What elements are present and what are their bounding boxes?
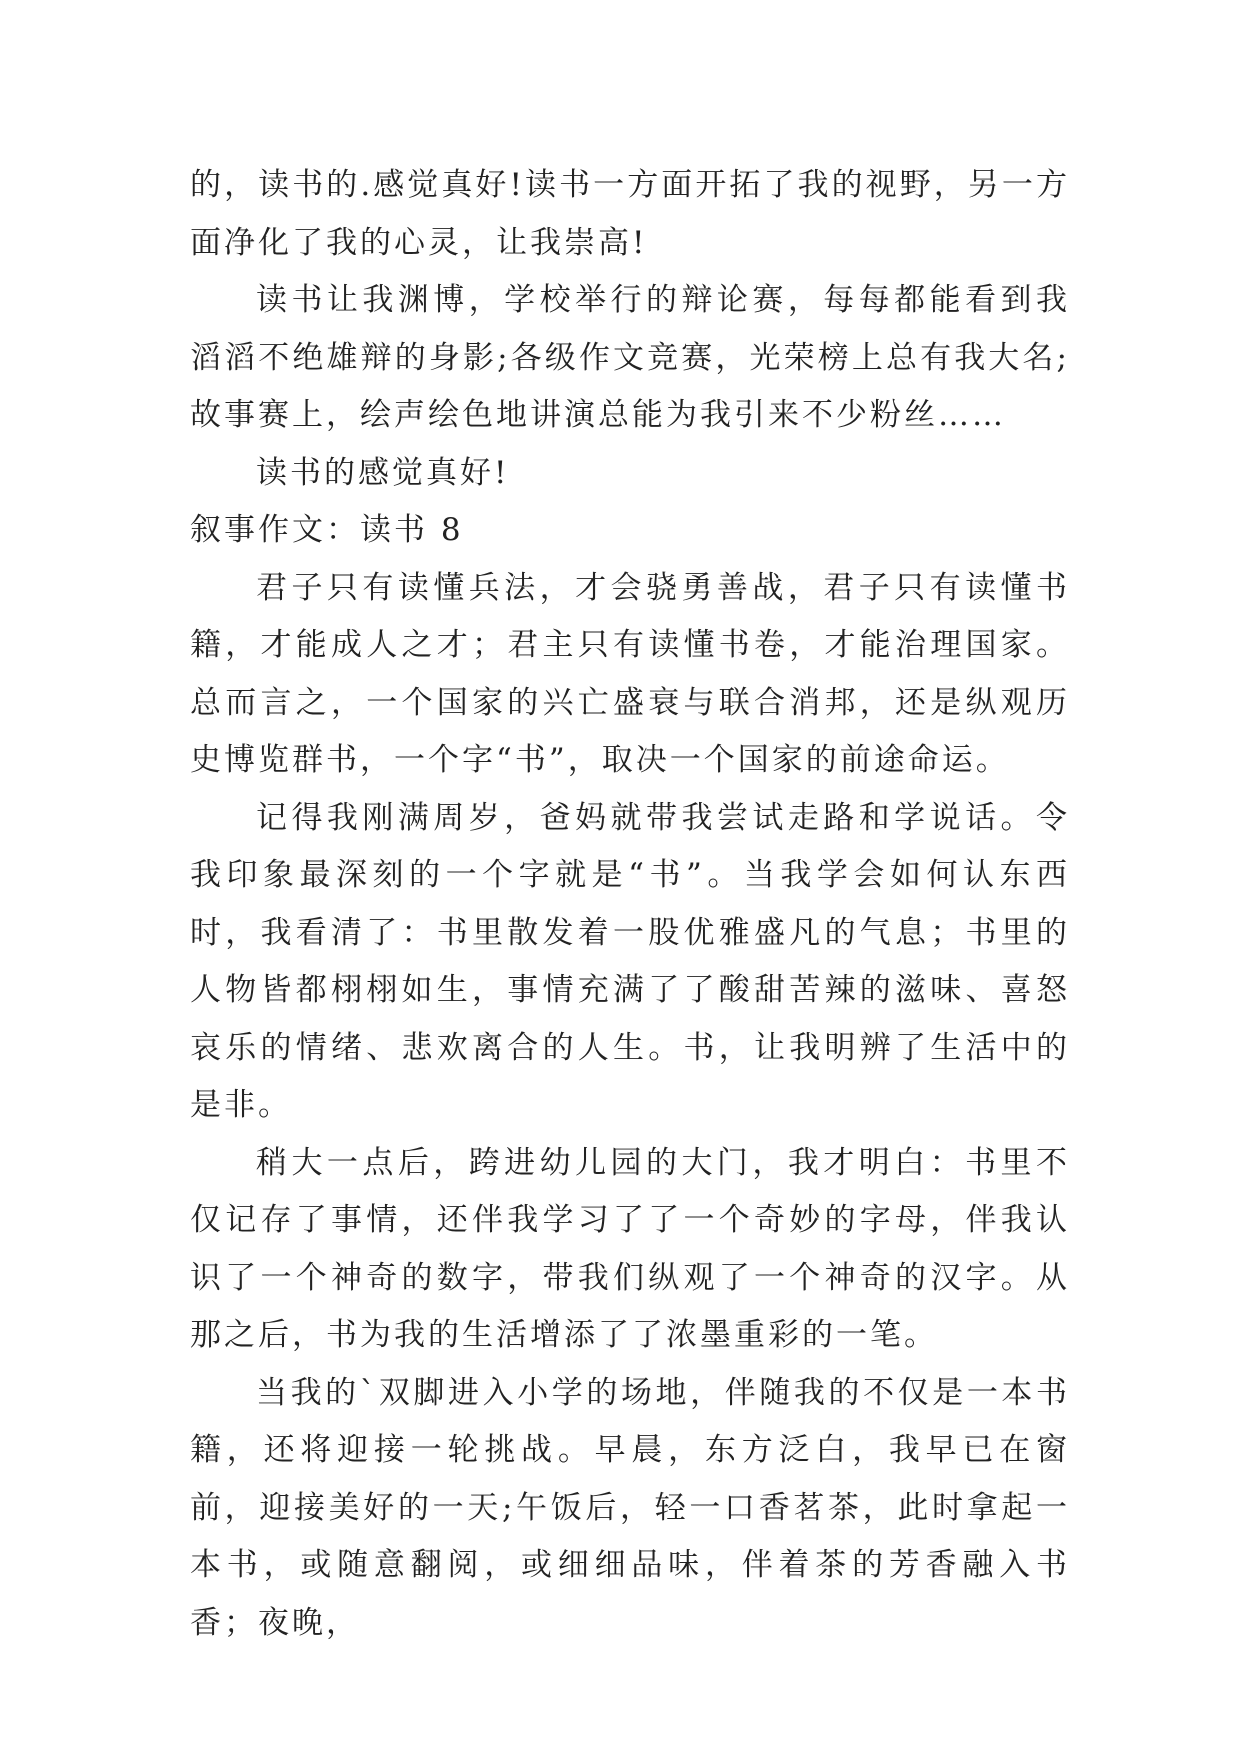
paragraph-continuation: 的，读书的.感觉真好!读书一方面开拓了我的视野，另一方面净化了我的心灵，让我崇高! bbox=[190, 167, 1070, 261]
paragraph: 读书让我渊博，学校举行的辩论赛，每每都能看到我滔滔不绝雄辩的身影;各级作文竞赛，光荣榜上总有我大名;故事赛上，绘声绘色地讲演总能为我引来不少粉丝…… bbox=[190, 282, 1070, 433]
section-heading: 叙事作文：读书 8 bbox=[190, 512, 464, 548]
paragraph: 记得我刚满周岁，爸妈就带我尝试走路和学说话。令我印象最深刻的一个字就是“书”。当我学会如何认东西时，我看清了：书里散发着一股优雅盛凡的气息；书里的人物皆都栩栩如生，事情充满了了酸甜苦辣的滋味、喜怒哀乐的情绪、悲欢离合的人生。书，让我明辨了生活中的是非。 bbox=[190, 799, 1070, 1123]
paragraph: 君子只有读懂兵法，才会骁勇善战，君子只有读懂书籍，才能成人之才；君主只有读懂书卷，才能治理国家。总而言之，一个国家的兴亡盛衰与联合消邦，还是纵观历史博览群书，一个字“书”，取决一个国家的前途命运。 bbox=[190, 569, 1070, 778]
paragraph: 稍大一点后，跨进幼儿园的大门，我才明白：书里不仅记存了事情，还伴我学习了了一个奇妙的字母，伴我认识了一个神奇的数字，带我们纵观了一个神奇的汉字。从那之后，书为我的生活增添了了浓墨重彩的一笔。 bbox=[190, 1144, 1070, 1353]
document-body bbox=[190, 157, 1070, 1652]
paragraph: 读书的感觉真好! bbox=[256, 454, 510, 491]
paragraph: 当我的`双脚进入小学的场地，伴随我的不仅是一本书籍，还将迎接一轮挑战。早晨，东方泛白，我早已在窗前，迎接美好的一天;午饭后，轻一口香茗茶，此时拿起一本书，或随意翻阅，或细细品味，伴着茶的芳香融入书香；夜晚， bbox=[190, 1374, 1070, 1641]
